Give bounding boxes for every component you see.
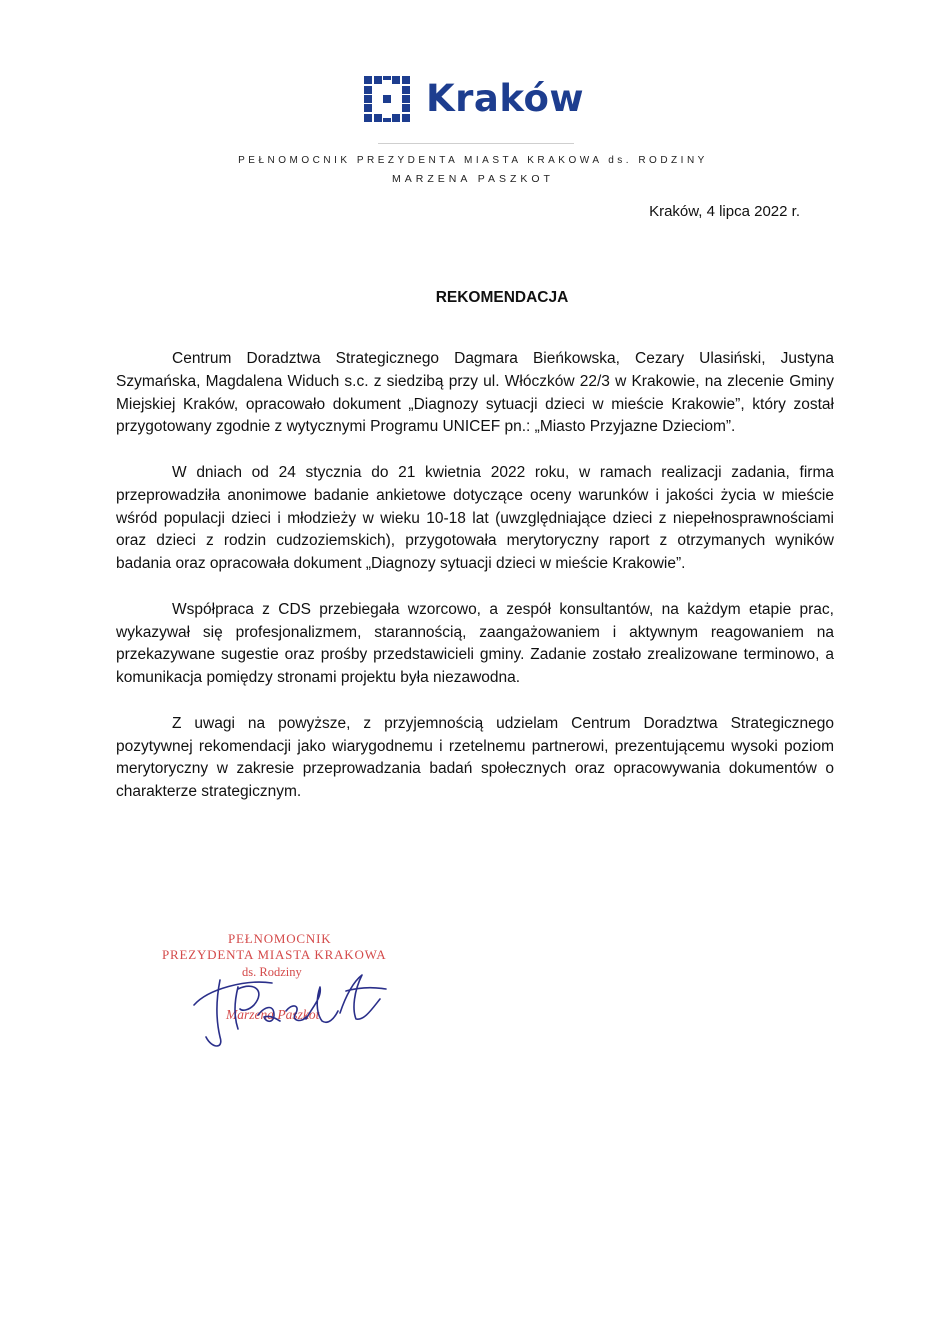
body-paragraph: Centrum Doradztwa Strategicznego Dagmara Bieńkowska, Cezary Ulasiński, Justyna Szymańska, Magdalena Widuch s.c. z siedzibą przy ul. Włóczków 22/3 w Krakowie, na zlecenie Gminy Miejskiej Kraków, opracowało dokument „Diagnozy sytuacji dzieci w mieście Krakowie”, który został przygotowany zgodnie z wytycznymi Programu UNICEF pn.: „Miasto Przyjazne Dzieciom”.: [116, 350, 834, 436]
handwritten-signature: [150, 925, 430, 1055]
body-paragraph: W dniach od 24 stycznia do 21 kwietnia 2022 roku, w ramach realizacji zadania, firma przeprowadziła anonimowe badanie ankietowe dotyczące oceny warunków i jakości życia w mieście wśród populacji dzieci i młodzieży w wieku 10-18 lat (uwzględniające dzieci z niepełnosprawnościami oraz dzieci z rodzin cudzoziemskich), przygotowała merytoryczny raport z otrzymanych wyników badania oraz opracowała dokument „Diagnozy sytuacji dzieci w mieście Krakowie”.: [116, 463, 834, 573]
office-holder-name: MARZENA PASZKOT: [392, 173, 554, 185]
body-paragraph: Z uwagi na powyższe, z przyjemnością udzielam Centrum Doradztwa Strategicznego pozytywnej rekomendacji jako wiarygodnemu i rzetelnemu partnerowi, prezentującemu wysoki poziom merytoryczny w zakresie przeprowadzania badań społecznych oraz opracowywania dokumentów o charakterze strategicznym.: [116, 714, 834, 801]
krakow-emblem-icon: [364, 76, 410, 122]
document-title: REKOMENDACJA: [435, 289, 569, 306]
letter-body: [116, 348, 834, 827]
body-paragraph: Współpraca z CDS przebiegała wzorcowo, a zespół konsultantów, na każdym etapie prac, wykazywał się profesjonalizmem, starannością, zaangażowaniem i aktywnym reagowaniem na przekazywane sugestie oraz prośby przedstawicieli gminy. Zadanie zostało zrealizowane terminowo, a komunikacja pomiędzy stronami projektu była niezawodna.: [116, 600, 834, 687]
stamp-line: PREZYDENTA MIASTA KRAKOWA: [162, 947, 387, 962]
logo-wordmark: Kraków: [426, 77, 585, 120]
official-stamp: [150, 925, 430, 1055]
stamp-line: Marzena Paszkot: [226, 1007, 320, 1022]
office-title: PEŁNOMOCNIK PREZYDENTA MIASTA KRAKOWA ds. RODZINY: [238, 155, 708, 166]
stamp-line: PEŁNOMOCNIK: [228, 931, 332, 946]
letter-date: Kraków, 4 lipca 2022 r.: [649, 203, 800, 220]
stamp-line: ds. Rodziny: [242, 965, 302, 979]
krakow-logo: [364, 76, 584, 122]
header-divider: [378, 143, 574, 144]
